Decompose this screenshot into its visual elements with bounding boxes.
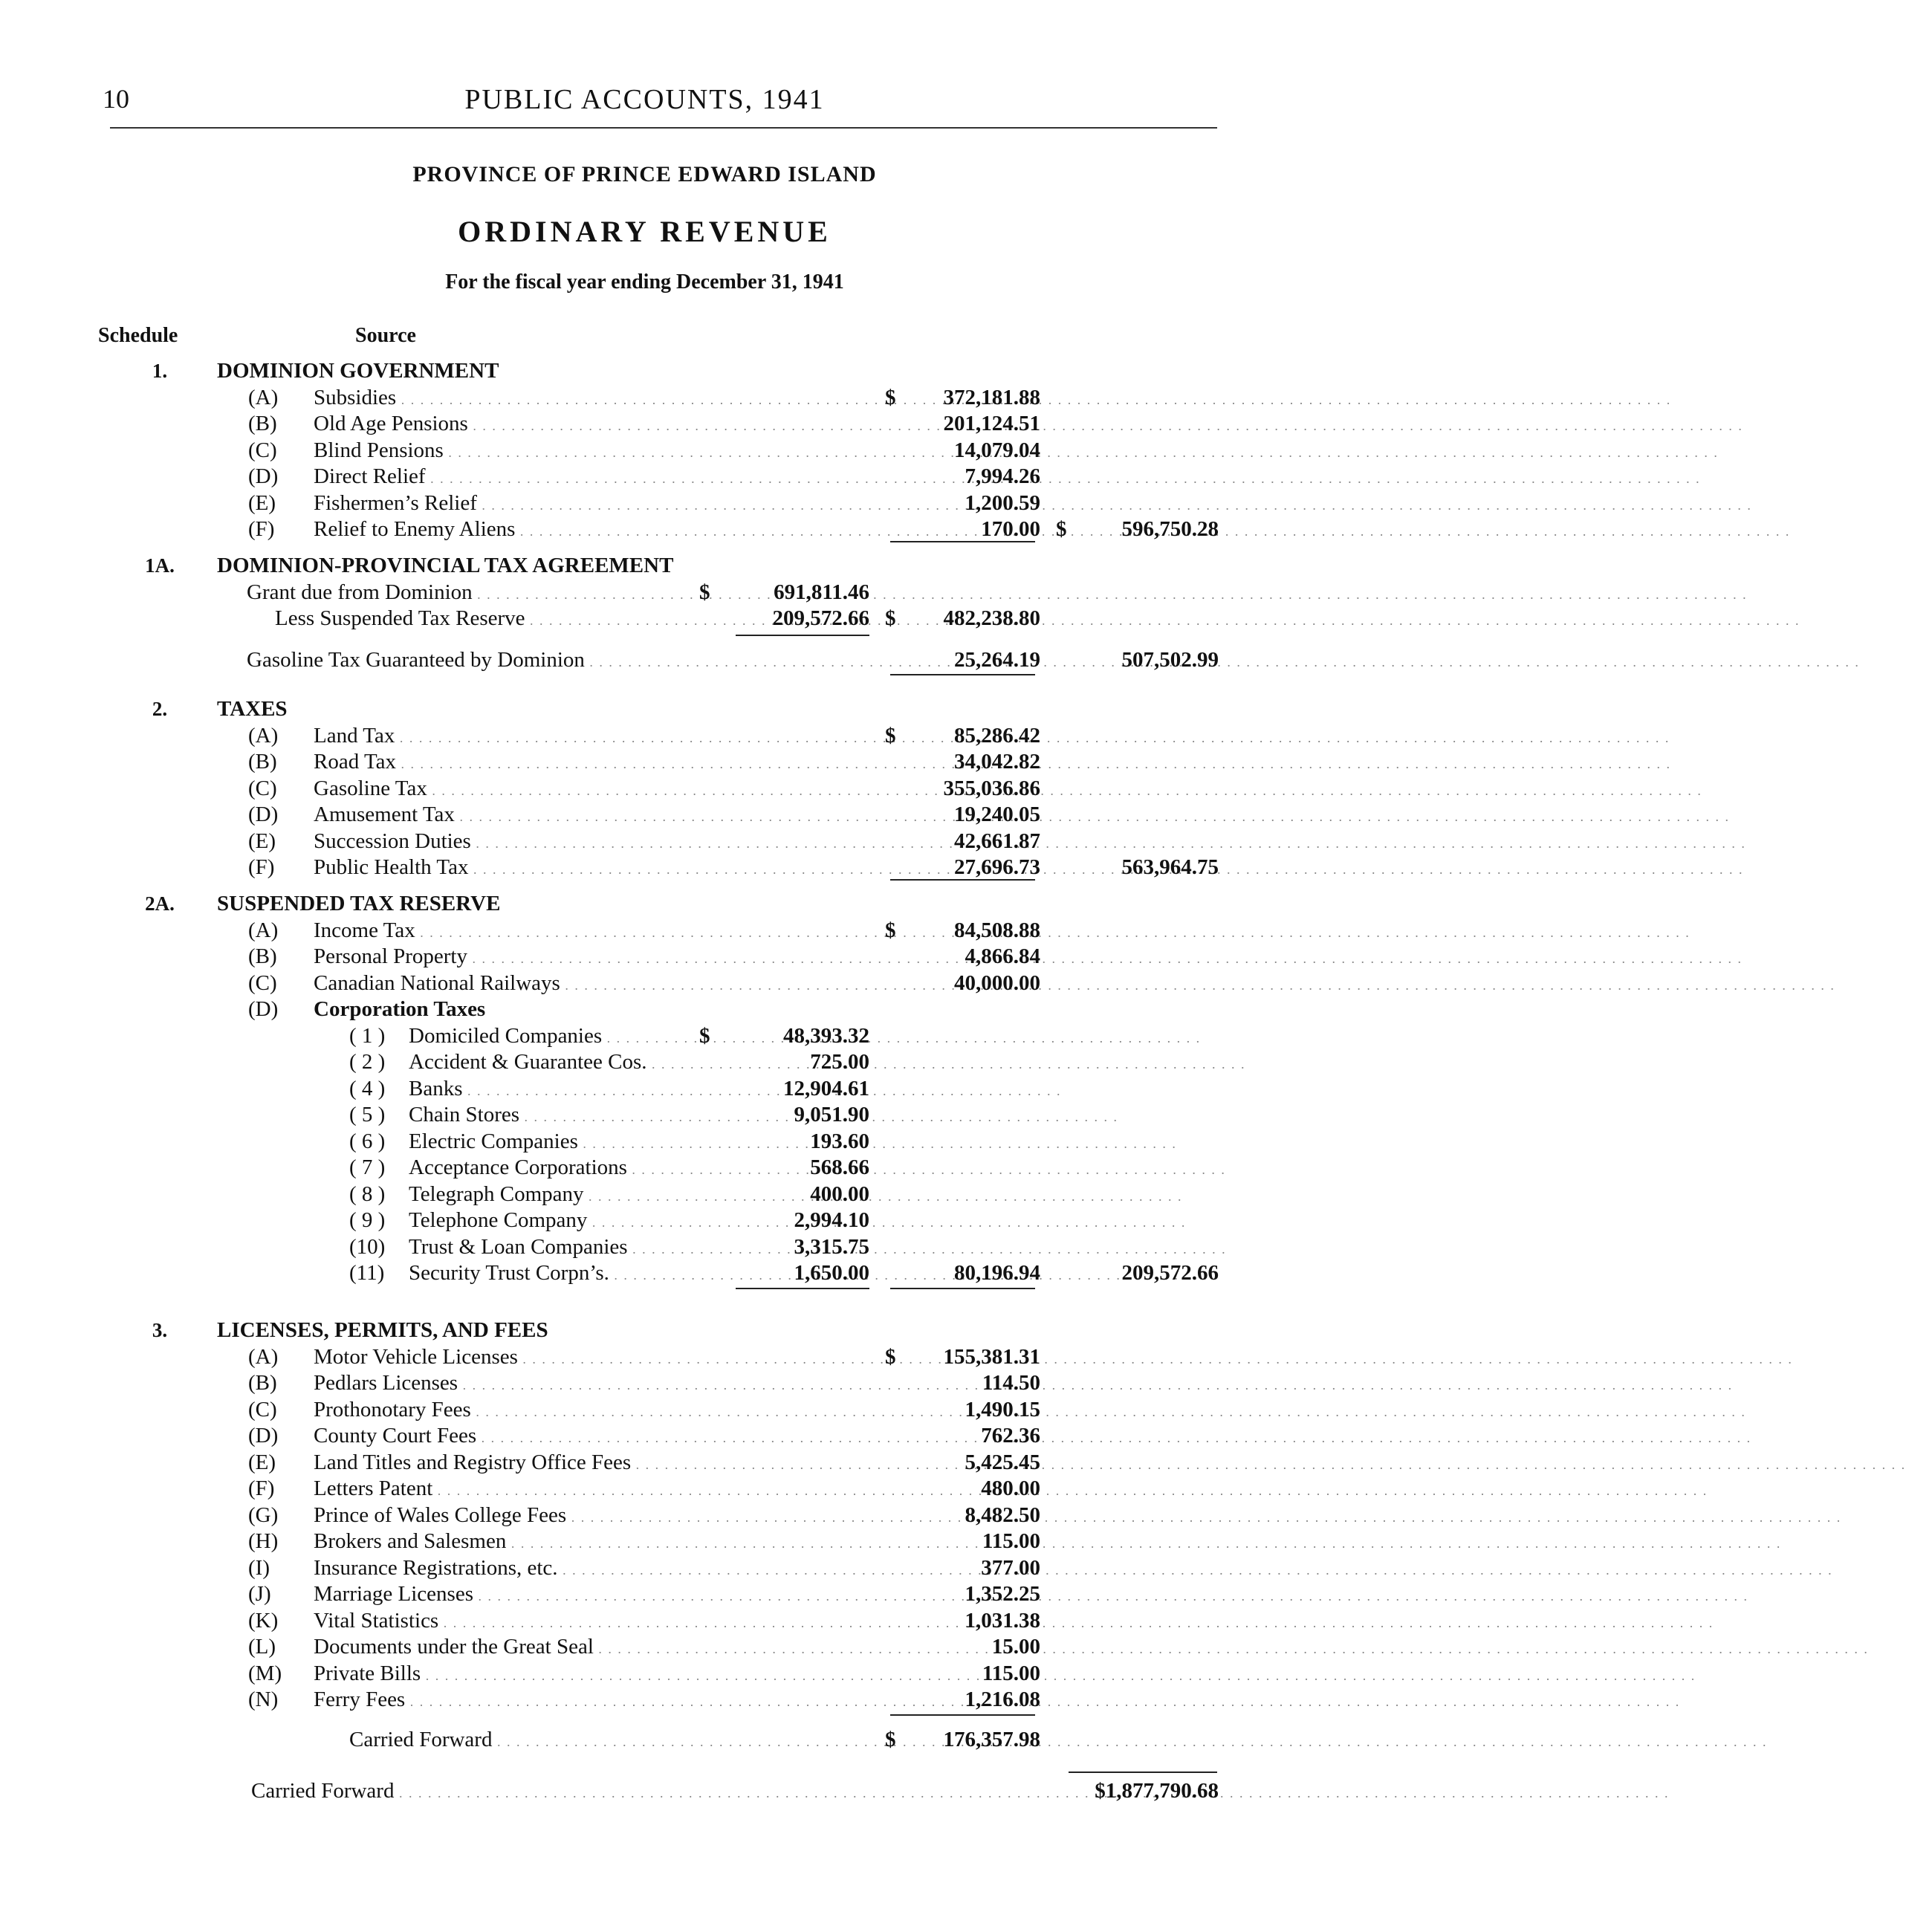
- item-amount: 2,994.10: [794, 1208, 869, 1232]
- line-item: [0, 384, 1289, 411]
- item-letter: (J): [248, 1582, 271, 1606]
- section-title: LICENSES, PERMITS, AND FEES: [217, 1318, 548, 1342]
- item-label: Prothonotary Fees . . .: [314, 1396, 431, 1425]
- item-amount: 84,508.88: [954, 918, 1040, 942]
- dollar-sign: $: [1056, 517, 1067, 541]
- line-item: [0, 970, 1289, 996]
- line-item: [0, 1633, 1289, 1660]
- item-amount: 1,031.38: [965, 1608, 1040, 1633]
- item-amount: 8,482.50: [965, 1503, 1040, 1527]
- corporation-label: Corporation Taxes: [314, 997, 486, 1021]
- item-amount: 355,036.86: [943, 776, 1040, 800]
- item-amount: 40,000.00: [954, 970, 1040, 995]
- line-item: [0, 1660, 1289, 1687]
- running-title: PUBLIC ACCOUNTS, 1941: [464, 84, 825, 115]
- less-amount: 209,572.66: [772, 606, 869, 630]
- section-title: TAXES: [217, 697, 288, 721]
- item-number: (11): [349, 1261, 385, 1285]
- line-item: [0, 437, 1289, 464]
- schedule-number: 1A.: [145, 554, 175, 577]
- item-label: Ferry Fees . . .: [314, 1686, 431, 1715]
- subtotal-rule: [890, 541, 1035, 542]
- item-amount: 568.66: [810, 1155, 869, 1179]
- item-label: Trust & Loan Companies . . .: [409, 1234, 424, 1262]
- line-item: [0, 1686, 1289, 1713]
- item-amount: 480.00: [981, 1476, 1040, 1500]
- net-amount: 482,238.80: [943, 606, 1040, 630]
- line-item: [0, 1475, 1289, 1502]
- item-amount: 14,079.04: [954, 438, 1040, 462]
- item-number: ( 2 ): [349, 1050, 386, 1074]
- schedule-number: 2A.: [145, 892, 175, 915]
- item-label: Land Tax . . .: [314, 722, 431, 751]
- item-amount: 15.00: [991, 1635, 1040, 1659]
- item-label: Domiciled Companies . . .: [409, 1022, 424, 1051]
- item-number: ( 7 ): [349, 1155, 386, 1179]
- item-label: Chain Stores . . .: [409, 1101, 424, 1130]
- item-letter: (K): [248, 1608, 279, 1633]
- item-letter: (M): [248, 1661, 282, 1685]
- item-label: Prince of Wales College Fees . . .: [314, 1502, 431, 1531]
- line-item: [0, 1528, 1289, 1555]
- dollar-sign: $: [699, 580, 710, 604]
- gasoline-label: Gasoline Tax Guaranteed by Dominion . . .: [247, 646, 431, 675]
- item-label: Blind Pensions . . .: [314, 437, 431, 466]
- item-label: Public Health Tax . . .: [314, 854, 431, 883]
- item-label: County Court Fees . . .: [314, 1422, 431, 1451]
- line-item: [0, 1396, 1289, 1423]
- item-number: (10): [349, 1234, 386, 1259]
- item-letter: (C): [248, 776, 277, 800]
- item-number: ( 8 ): [349, 1181, 386, 1206]
- item-letter: (C): [248, 1397, 277, 1422]
- dollar-sign: $: [885, 918, 896, 942]
- item-letter: (E): [248, 829, 276, 853]
- line-item: [0, 490, 1289, 516]
- gasoline-amount: 25,264.19: [954, 647, 1040, 672]
- section-heading-s1a: [0, 552, 1289, 579]
- item-amount: 1,490.15: [965, 1397, 1040, 1422]
- item-letter: (L): [248, 1635, 276, 1659]
- item-label: Motor Vehicle Licenses . . .: [314, 1343, 431, 1372]
- item-amount: 114.50: [982, 1371, 1040, 1395]
- item-number: ( 9 ): [349, 1208, 386, 1232]
- item-amount: 201,124.51: [943, 412, 1040, 435]
- item-amount: 12,904.61: [783, 1076, 869, 1100]
- item-amount: 155,381.31: [943, 1344, 1040, 1369]
- line-item: [0, 917, 1289, 944]
- line-item: [0, 828, 1289, 855]
- item-amount: 48,393.32: [783, 1023, 869, 1048]
- item-letter: (F): [248, 517, 275, 541]
- item-amount: 9,051.90: [794, 1103, 869, 1127]
- item-amount: 400.00: [810, 1181, 869, 1206]
- item-letter: (B): [248, 750, 277, 774]
- grand-carried-forward: [0, 1777, 1289, 1804]
- item-label: Pedlars Licenses . . .: [314, 1369, 431, 1398]
- corporation-item: [0, 1022, 1289, 1049]
- item-amount: 1,216.08: [965, 1688, 1040, 1711]
- line-item: [0, 1555, 1289, 1581]
- line-item: [0, 943, 1289, 970]
- corporation-taxes-heading: [0, 996, 1289, 1022]
- item-letter: (I): [248, 1555, 270, 1580]
- line-item: [0, 516, 1289, 542]
- item-letter: (E): [248, 1450, 276, 1474]
- corporation-item: [0, 1234, 1289, 1260]
- dollar-sign: $: [699, 1023, 710, 1048]
- item-label: Personal Property . . .: [314, 943, 431, 972]
- item-label: Accident & Guarantee Cos. . . .: [409, 1048, 424, 1077]
- item-number: ( 1 ): [349, 1023, 386, 1048]
- line-item: [0, 1581, 1289, 1607]
- item-letter: (A): [248, 918, 279, 942]
- grant-row: [0, 579, 1289, 606]
- corporation-item: [0, 1154, 1289, 1181]
- page-title: ORDINARY REVENUE: [458, 215, 832, 248]
- item-letter: (H): [248, 1529, 279, 1553]
- item-amount: 193.60: [810, 1129, 869, 1153]
- item-label: Old Age Pensions . . .: [314, 410, 431, 439]
- subtotal-rule: [890, 879, 1035, 881]
- schedule-number: 1.: [152, 360, 168, 382]
- item-amount: 725.00: [810, 1050, 869, 1074]
- corporation-item: [0, 1101, 1289, 1128]
- corporation-total: 80,196.94: [954, 1261, 1040, 1285]
- corporation-item: [0, 1075, 1289, 1102]
- line-item: [0, 1369, 1289, 1396]
- item-label: Relief to Enemy Aliens . . .: [314, 516, 431, 545]
- item-number: ( 4 ): [349, 1076, 386, 1100]
- item-label: Letters Patent . . .: [314, 1475, 431, 1504]
- item-label: Vital Statistics . . .: [314, 1607, 431, 1636]
- item-letter: (D): [248, 803, 279, 826]
- dollar-sign: $: [885, 606, 896, 630]
- dollar-sign: $: [885, 1344, 896, 1369]
- line-item: [0, 1343, 1289, 1370]
- schedule-column-header: Schedule: [98, 324, 178, 347]
- section-total: 209,572.66: [1121, 1261, 1219, 1285]
- item-letter: (G): [248, 1503, 279, 1527]
- item-label: Security Trust Corpn’s. . . .: [409, 1260, 424, 1288]
- page-number: 10: [103, 84, 129, 114]
- grand-carried-forward-label: Carried Forward . . .: [251, 1777, 1022, 1806]
- line-item: [0, 854, 1289, 881]
- item-letter: (D): [248, 997, 279, 1021]
- item-label: Succession Duties . . .: [314, 828, 431, 857]
- subtotal-rule: [736, 1288, 869, 1289]
- item-amount: 1,352.25: [965, 1582, 1040, 1606]
- item-number: ( 6 ): [349, 1129, 386, 1153]
- item-amount: 19,240.05: [954, 803, 1040, 826]
- item-amount: 1,650.00: [794, 1261, 869, 1285]
- item-label: Acceptance Corporations . . .: [409, 1154, 424, 1183]
- page-subtitle: For the fiscal year ending December 31, 1941: [445, 270, 844, 294]
- grant-label: Grant due from Dominion . . .: [247, 579, 431, 608]
- item-amount: 762.36: [981, 1424, 1040, 1448]
- item-amount: 3,315.75: [794, 1234, 869, 1259]
- section-heading-s2: [0, 696, 1289, 722]
- item-label: Land Titles and Registry Office Fees . . .: [314, 1449, 431, 1478]
- item-number: ( 5 ): [349, 1103, 386, 1127]
- subtotal-rule: [890, 1714, 1035, 1716]
- item-label: Income Tax . . .: [314, 917, 431, 946]
- item-amount: 1,200.59: [965, 490, 1040, 515]
- section-title: SUSPENDED TAX RESERVE: [217, 892, 501, 915]
- item-amount: 115.00: [982, 1661, 1040, 1685]
- line-item: [0, 463, 1289, 490]
- dollar-sign: $: [885, 1727, 896, 1751]
- line-item: [0, 1607, 1289, 1634]
- corporation-item: [0, 1260, 1289, 1286]
- section-heading-s2a: [0, 890, 1289, 917]
- item-letter: (A): [248, 1344, 279, 1369]
- corporation-item: [0, 1128, 1289, 1155]
- dollar-sign: $: [885, 723, 896, 748]
- section-total: 563,964.75: [1121, 855, 1219, 879]
- corporation-item: [0, 1048, 1289, 1075]
- subtotal-rule: [890, 674, 1035, 675]
- item-amount: 27,696.73: [954, 855, 1040, 879]
- item-amount: 170.00: [981, 517, 1040, 541]
- grant-amount: 691,811.46: [774, 580, 869, 604]
- item-letter: (F): [248, 855, 275, 879]
- line-item: [0, 722, 1289, 749]
- item-amount: 34,042.82: [954, 750, 1040, 774]
- item-amount: 115.00: [982, 1529, 1040, 1553]
- item-label: Telegraph Company . . .: [409, 1181, 424, 1210]
- line-item: [0, 1422, 1289, 1449]
- item-amount: 372,181.88: [943, 385, 1040, 409]
- province-heading: PROVINCE OF PRINCE EDWARD ISLAND: [412, 162, 877, 187]
- gasoline-guarantee-row: [0, 646, 1289, 673]
- line-item: [0, 1449, 1289, 1476]
- item-amount: 377.00: [981, 1555, 1040, 1580]
- item-amount: 7,994.26: [965, 464, 1040, 488]
- line-item: [0, 410, 1289, 437]
- corporation-item: [0, 1181, 1289, 1208]
- item-letter: (A): [248, 723, 279, 748]
- grand-carried-forward-amount: $1,877,790.68: [1095, 1779, 1219, 1803]
- item-letter: (B): [248, 1371, 277, 1395]
- item-label: Gasoline Tax . . .: [314, 775, 431, 804]
- item-label: Documents under the Great Seal . . .: [314, 1633, 431, 1662]
- section-carried-forward: [0, 1726, 1289, 1753]
- less-row: [0, 605, 1289, 632]
- item-label: Road Tax . . .: [314, 748, 431, 777]
- item-letter: (D): [248, 1424, 279, 1448]
- section-total: 507,502.99: [1121, 647, 1219, 672]
- less-label: Less Suspended Tax Reserve . . .: [275, 605, 431, 634]
- item-amount: 5,425.45: [965, 1450, 1040, 1474]
- item-label: Telephone Company . . .: [409, 1207, 424, 1236]
- item-label: Insurance Registrations, etc. . . .: [314, 1555, 431, 1583]
- source-column-header: Source: [355, 324, 416, 347]
- total-rule: [1069, 1771, 1217, 1773]
- line-item: [0, 801, 1289, 828]
- item-label: Canadian National Railways . . .: [314, 970, 431, 999]
- item-letter: (E): [248, 490, 276, 515]
- header-rule: [110, 127, 1217, 129]
- section-title: DOMINION GOVERNMENT: [217, 359, 499, 383]
- dollar-sign: $: [885, 385, 896, 409]
- section-heading-s1: [0, 357, 1289, 384]
- carried-forward-label: Carried Forward . . .: [349, 1726, 431, 1755]
- line-item: [0, 1502, 1289, 1529]
- carried-forward-amount: 176,357.98: [943, 1727, 1040, 1751]
- section-total: 596,750.28: [1121, 517, 1219, 541]
- section-heading-s3: [0, 1317, 1289, 1343]
- item-letter: (N): [248, 1688, 279, 1711]
- item-label: Fishermen’s Relief . . .: [314, 490, 431, 519]
- item-amount: 4,866.84: [965, 944, 1040, 968]
- item-letter: (C): [248, 970, 277, 995]
- item-amount: 42,661.87: [954, 829, 1040, 853]
- item-letter: (B): [248, 944, 277, 968]
- line-item: [0, 775, 1289, 802]
- schedule-number: 3.: [152, 1319, 168, 1341]
- item-label: Amusement Tax . . .: [314, 801, 431, 830]
- item-letter: (F): [248, 1476, 275, 1500]
- item-label: Private Bills . . .: [314, 1660, 431, 1689]
- item-letter: (C): [248, 438, 277, 462]
- item-label: Subsidies . . .: [314, 384, 431, 413]
- item-label: Marriage Licenses . . .: [314, 1581, 431, 1610]
- subtotal-rule: [890, 1288, 1035, 1289]
- item-label: Direct Relief . . .: [314, 463, 431, 492]
- item-letter: (B): [248, 412, 277, 435]
- subtotal-rule: [736, 635, 869, 636]
- item-letter: (D): [248, 464, 279, 488]
- line-item: [0, 748, 1289, 775]
- item-label: Electric Companies . . .: [409, 1128, 424, 1157]
- item-amount: 85,286.42: [954, 723, 1040, 748]
- corporation-item: [0, 1207, 1289, 1234]
- item-label: Banks . . .: [409, 1075, 424, 1104]
- schedule-number: 2.: [152, 698, 168, 720]
- item-letter: (A): [248, 385, 279, 409]
- section-title: DOMINION-PROVINCIAL TAX AGREEMENT: [217, 554, 674, 577]
- item-label: Brokers and Salesmen . . .: [314, 1528, 431, 1557]
